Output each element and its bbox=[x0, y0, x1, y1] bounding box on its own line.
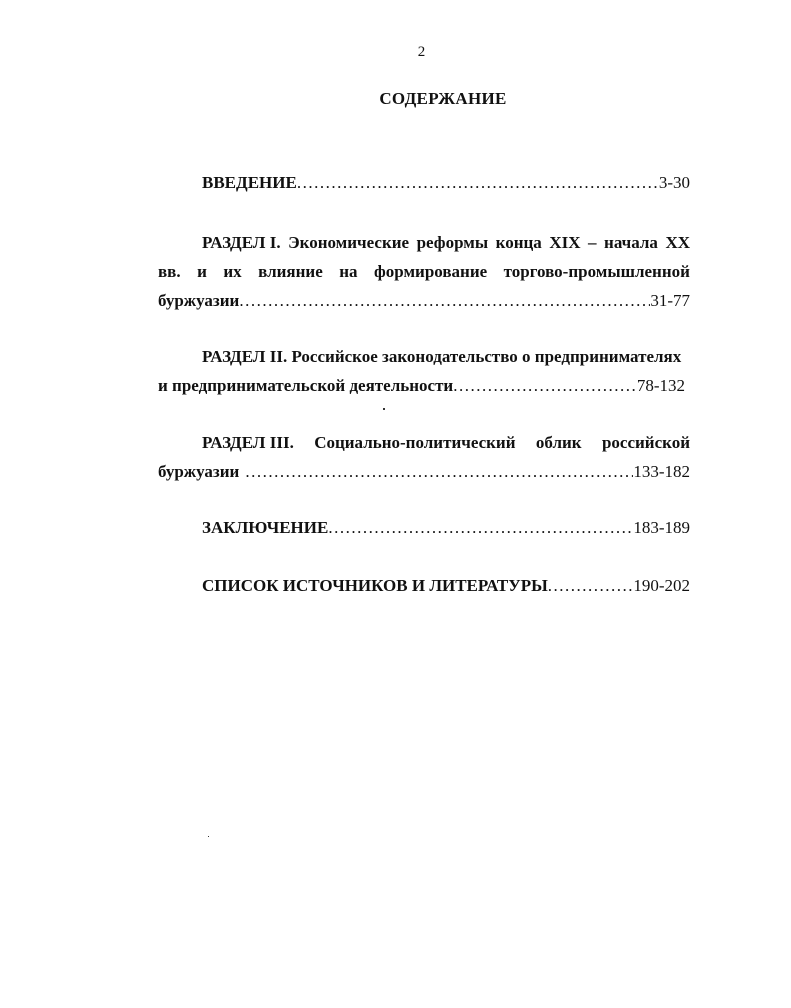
toc-entry-section1-line1 bbox=[202, 233, 690, 253]
toc-entry-section2-label: РАЗДЕЛ II. bbox=[202, 347, 288, 366]
word: и предпринимательской деятельности bbox=[158, 376, 454, 395]
dot-leader bbox=[297, 173, 659, 193]
toc-entry-sources-pages: 190-202 bbox=[633, 576, 690, 595]
toc-entry-intro-pages: 3-30 bbox=[658, 173, 690, 192]
word: вв. bbox=[158, 262, 181, 281]
word: конца bbox=[495, 233, 542, 252]
toc-entry-conclusion-label: ЗАКЛЮЧЕНИЕ bbox=[202, 518, 329, 537]
toc-entry-conclusion-pages: 183-189 bbox=[633, 518, 690, 537]
word: и bbox=[197, 262, 207, 281]
toc-entry-section2-pages: 78-132 bbox=[636, 376, 685, 395]
word: – bbox=[588, 233, 597, 252]
toc-title: СОДЕРЖАНИЕ bbox=[379, 89, 507, 108]
word: Социально-политический bbox=[314, 433, 516, 452]
word: торгово-промышленной bbox=[503, 262, 690, 281]
word: формирование bbox=[373, 262, 488, 281]
word: буржуазии bbox=[158, 462, 240, 481]
toc-entry-intro[interactable] bbox=[202, 173, 690, 193]
dot-leader bbox=[328, 518, 633, 538]
word: их bbox=[223, 262, 242, 281]
toc-entry-sources[interactable] bbox=[202, 576, 690, 596]
toc-entry-intro-label: ВВЕДЕНИЕ bbox=[202, 173, 297, 192]
toc-entry-sources-label: СПИСОК ИСТОЧНИКОВ И ЛИТЕРАТУРЫ bbox=[202, 576, 548, 595]
word: XX bbox=[665, 233, 690, 252]
toc-entry-section3-label: РАЗДЕЛ III. bbox=[202, 433, 294, 452]
word: начала bbox=[604, 233, 658, 252]
page-number: 2 bbox=[417, 44, 426, 60]
toc-entry-conclusion[interactable] bbox=[202, 518, 690, 538]
scan-speck bbox=[383, 408, 385, 410]
toc-entry-section3-pages: 133-182 bbox=[633, 462, 690, 481]
dot-leader bbox=[239, 291, 650, 311]
word: российской bbox=[601, 433, 690, 452]
toc-entry-section3-line2 bbox=[158, 462, 690, 482]
dot-leader bbox=[453, 376, 637, 396]
toc-entry-section1-line3 bbox=[158, 291, 690, 311]
word: реформы bbox=[416, 233, 489, 252]
toc-entry-section2-line2 bbox=[158, 376, 685, 396]
dot-leader bbox=[548, 576, 634, 596]
toc-entry-section1-line2 bbox=[158, 262, 690, 282]
word: влияние bbox=[258, 262, 323, 281]
word: XIX bbox=[549, 233, 581, 252]
word: Российское законодательство о предпринимателях bbox=[291, 347, 682, 366]
scan-speck bbox=[208, 836, 209, 837]
toc-entry-section3-line1 bbox=[202, 433, 690, 453]
dot-leader bbox=[245, 462, 633, 482]
word: буржуазии bbox=[158, 291, 240, 310]
toc-entry-section1-pages: 31-77 bbox=[650, 291, 690, 310]
word: Экономические bbox=[288, 233, 410, 252]
toc-entry-section2-line1 bbox=[202, 347, 690, 367]
word: на bbox=[339, 262, 358, 281]
toc-entry-section1-label: РАЗДЕЛ I. bbox=[202, 233, 281, 252]
word: облик bbox=[535, 433, 582, 452]
